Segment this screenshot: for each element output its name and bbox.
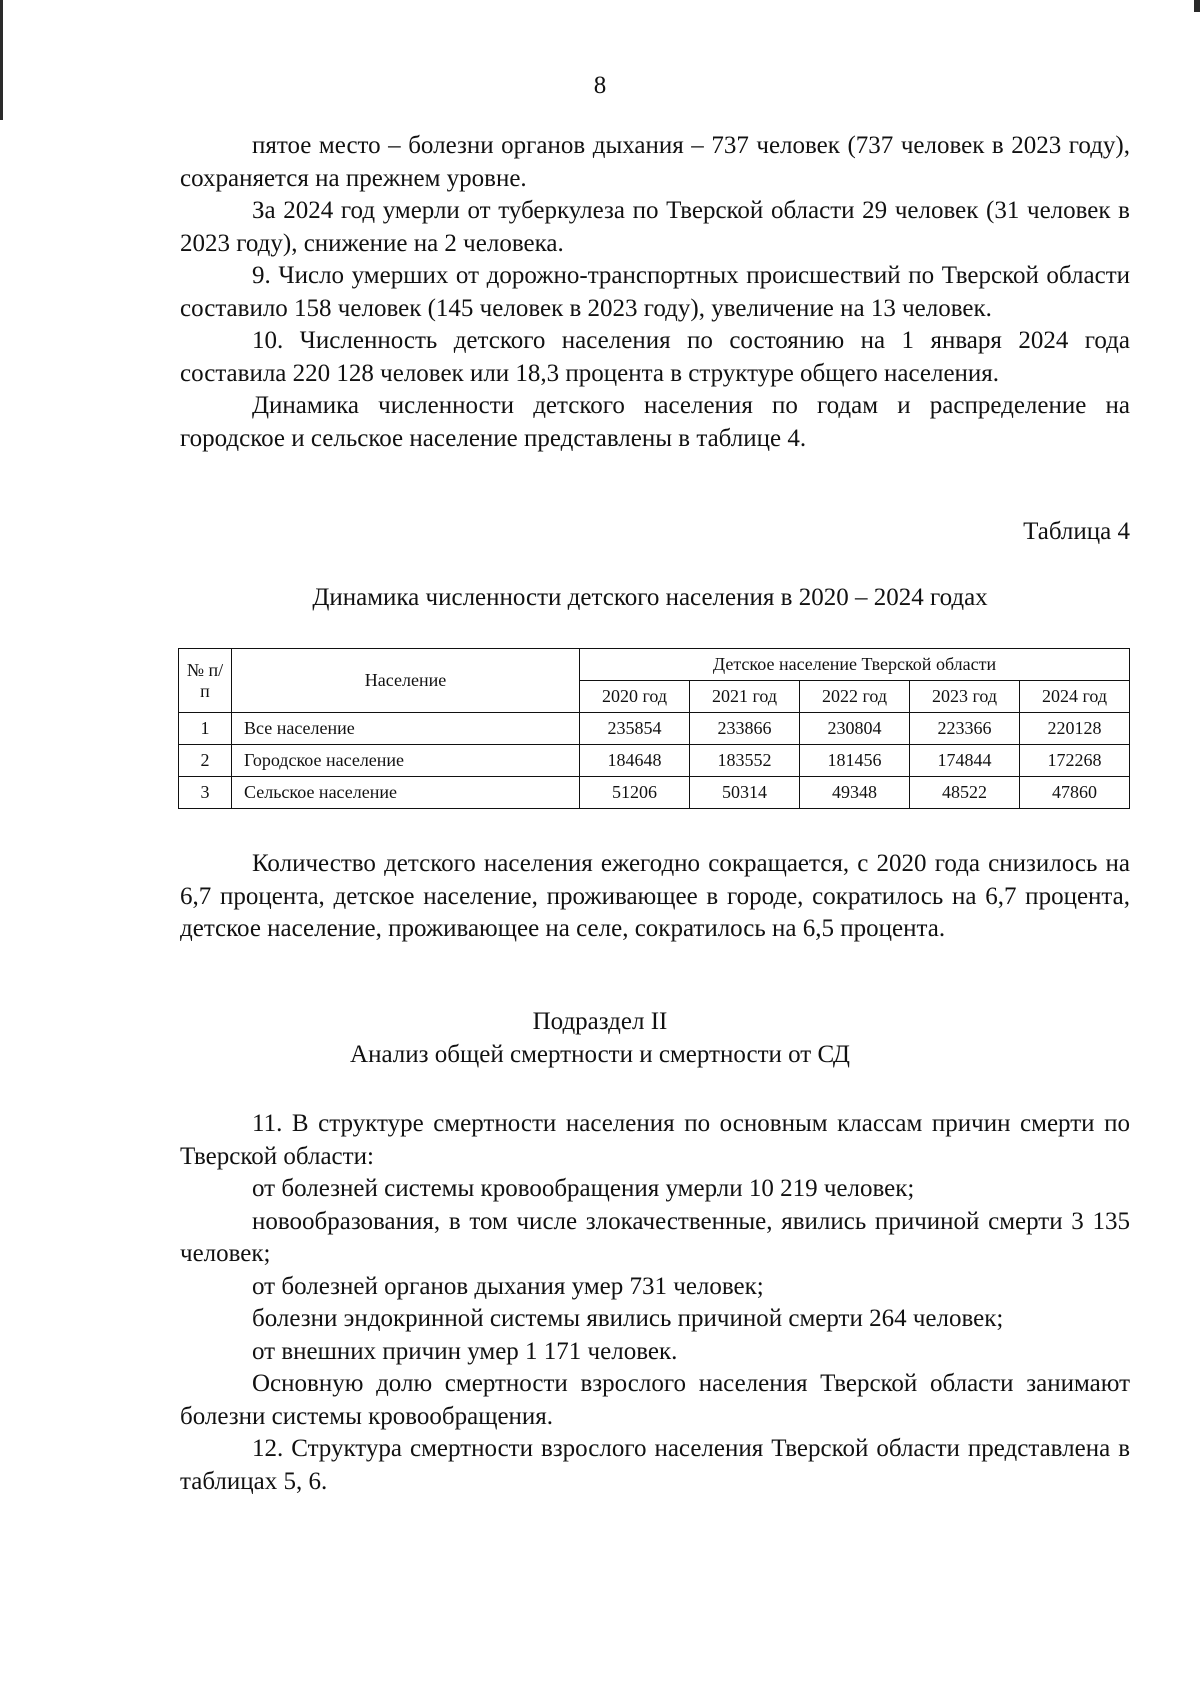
cell-value: 47860 [1020, 777, 1130, 809]
paragraph: 11. В структуре смертности населения по основным классам причин смерти по Тверской области: [180, 1110, 1130, 1170]
header-population: Население [232, 649, 580, 713]
text-block-after-table [180, 848, 1130, 946]
header-year: 2024 год [1020, 681, 1130, 713]
table-row [179, 777, 1130, 809]
list-item: от болезней органов дыхания умер 731 человек; [252, 1272, 764, 1300]
paragraph: пятое место – болезни органов дыхания – 737 человек (737 человек в 2023 году), сохраняется на прежнем уровне. [180, 132, 1130, 192]
cell-value: 184648 [580, 745, 690, 777]
header-year: 2021 год [690, 681, 800, 713]
row-name: Все население [232, 713, 580, 745]
list-item: от внешних причин умер 1 171 человек. [252, 1337, 678, 1365]
page-number: 8 [593, 72, 607, 99]
scan-edge-right [1194, 0, 1200, 12]
cell-value: 220128 [1020, 713, 1130, 745]
header-num: № п/п [179, 649, 232, 713]
list-item: от болезней системы кровообращения умерли 10 219 человек; [252, 1175, 915, 1202]
section-subheading: Анализ общей смертности и смертности от СД [350, 1041, 850, 1068]
paragraph: 10. Численность детского населения по состоянию на 1 января 2024 года составила 220 128 человек или 18,3 процента в структуре общего населения. [180, 327, 1130, 387]
list-item: новообразования, в том числе злокачественные, явились причиной смерти 3 135 человек; [180, 1207, 1130, 1267]
paragraph: 12. Структура смертности взрослого населения Тверской области представлена в таблицах 5, 6. [180, 1435, 1130, 1495]
cell-value: 235854 [580, 713, 690, 745]
paragraph: 9. Число умерших от дорожно-транспортных происшествий по Тверской области составило 158 человек (145 человек в 2023 году), увеличение на 13 человек. [180, 262, 1130, 322]
table-header-row [179, 649, 1130, 681]
cell-value: 48522 [910, 777, 1020, 809]
cell-value: 183552 [690, 745, 800, 777]
paragraph: Основную долю смертности взрослого населения Тверской области занимают болезни системы кровообращения. [180, 1370, 1130, 1430]
cell-value: 181456 [800, 745, 910, 777]
row-num: 3 [179, 777, 232, 809]
cell-value: 174844 [910, 745, 1020, 777]
cell-value: 50314 [690, 777, 800, 809]
section-heading: Подраздел II [532, 1008, 668, 1035]
paragraph: Динамика численности детского населения по годам и распределение на городское и сельское население представлены в таблице 4. [180, 392, 1130, 452]
cell-value: 230804 [800, 713, 910, 745]
row-num: 1 [179, 713, 232, 745]
text-block-top [180, 130, 1130, 455]
paragraph: За 2024 год умерли от туберкулеза по Тверской области 29 человек (31 человек в 2023 году), снижение на 2 человека. [180, 197, 1130, 257]
row-num: 2 [179, 745, 232, 777]
table-row [179, 713, 1130, 745]
cell-value: 233866 [690, 713, 800, 745]
cell-value: 223366 [910, 713, 1020, 745]
paragraph: Количество детского населения ежегодно сокращается, с 2020 года снизилось на 6,7 процента, детское население, проживающее в городе, сократилось на 6,7 процента, детское население, проживающее на селе, сократилось на 6,5 процента. [180, 850, 1130, 942]
scan-edge-left [0, 0, 3, 120]
row-name: Городское население [232, 745, 580, 777]
header-group: Детское население Тверской области [580, 649, 1130, 681]
cell-value: 51206 [580, 777, 690, 809]
table-label: Таблица 4 [1023, 518, 1130, 545]
cell-value: 49348 [800, 777, 910, 809]
children-population-table [178, 648, 1130, 809]
text-block-bottom [180, 1108, 1130, 1498]
cell-value: 172268 [1020, 745, 1130, 777]
table-row [179, 745, 1130, 777]
table-title: Динамика численности детского населения в 2020 – 2024 годах [312, 584, 988, 611]
header-year: 2022 год [800, 681, 910, 713]
row-name: Сельское население [232, 777, 580, 809]
header-year: 2023 год [910, 681, 1020, 713]
list-item: болезни эндокринной системы явились причиной смерти 264 человек; [252, 1305, 1004, 1332]
header-year: 2020 год [580, 681, 690, 713]
